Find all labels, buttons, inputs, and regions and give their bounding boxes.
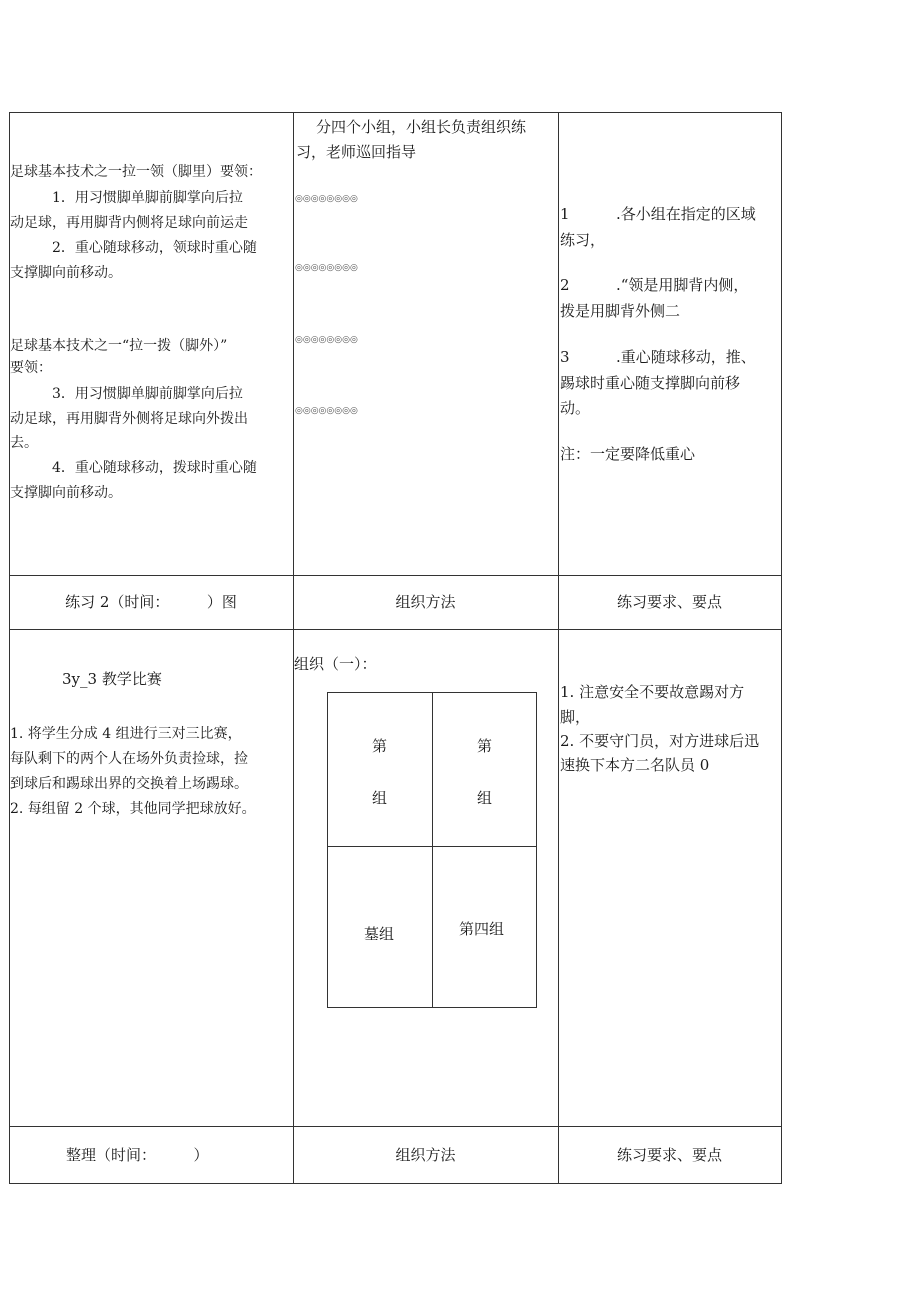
requirement-2a: .“领是用脚背内侧， (616, 276, 749, 294)
match-title: 3y_3 教学比赛 (62, 670, 162, 688)
row-divider-1 (9, 575, 782, 576)
technique-point-2b: 支撑脚向前移动。 (10, 265, 122, 281)
formation-marks-4: ◎◎◎◎◎◎◎◎ (295, 406, 358, 416)
match-rule-4: 2. 每组留 2 个球，其他同学把球放好。 (10, 801, 256, 817)
technique-point-1a: 1．用习惯脚单脚前脚掌向后拉 (52, 190, 243, 206)
technique-point-3c: 去。 (10, 435, 38, 451)
formation-marks-3: ◎◎◎◎◎◎◎◎ (295, 335, 358, 345)
requirement-2b: 拨是用脚背外侧二 (560, 302, 681, 320)
match-requirement-1: 1. 注意安全不要故意踢对方 (560, 683, 745, 701)
group-2-label-top: 第 (477, 737, 493, 755)
organization-line-1: 分四个小组，小组长负责组织练 (316, 118, 527, 136)
practice-requirements-header: 练习要求、要点 (616, 593, 722, 611)
requirement-3a: .重心随球移动，推、 (616, 348, 756, 366)
group-1-label-top: 第 (372, 737, 388, 755)
technique-title-2a: 足球基本技术之一“拉一拨（脚外）” (10, 338, 228, 354)
technique-point-4b: 支撑脚向前移动。 (10, 485, 122, 501)
requirement-1-number: 1 (560, 205, 570, 223)
technique-point-4a: 4．重心随球移动，拨球时重心随 (52, 460, 257, 476)
technique-point-3b: 动足球，再用脚背外侧将足球向外拨出 (10, 411, 248, 427)
match-requirement-1b: 脚， (560, 708, 591, 726)
cooldown-header: 整理（时间： ） (66, 1146, 209, 1164)
field-diagram-horizontal-divider (327, 846, 536, 847)
cooldown-organization-header: 组织方法 (395, 1146, 456, 1164)
requirement-3b: 踢球时重心随支撑脚向前移 (560, 374, 741, 392)
match-rule-2: 每队剩下的两个人在场外负责捡球，捡 (10, 751, 248, 767)
technique-title-1: 足球基本技术之一拉一领（脚里）要领： (10, 164, 262, 180)
group-3-label: 墓组 (364, 925, 395, 943)
match-requirement-2b: 速换下本方二名队员 0 (560, 756, 710, 774)
requirement-3c: 动。 (560, 399, 591, 417)
match-rule-1: 1. 将学生分成 4 组进行三对三比赛， (10, 726, 242, 742)
column-divider-2 (558, 112, 559, 1184)
requirement-1b: 练习， (560, 231, 606, 249)
table-border-bottom (9, 1183, 782, 1184)
formation-marks-1: ◎◎◎◎◎◎◎◎ (295, 194, 358, 204)
column-divider-1 (293, 112, 294, 1184)
group-2-label-bottom: 组 (477, 789, 493, 807)
organization-label: 组织（一）： (294, 655, 377, 673)
requirement-3-number: 3 (560, 348, 570, 366)
row-divider-2 (9, 629, 782, 630)
table-border-right (781, 112, 782, 1184)
cooldown-requirements-header: 练习要求、要点 (616, 1146, 722, 1164)
row-divider-3 (9, 1126, 782, 1127)
technique-point-2a: 2．重心随球移动，领球时重心随 (52, 240, 257, 256)
technique-point-3a: 3．用习惯脚单脚前脚掌向后拉 (52, 386, 243, 402)
match-rule-3: 到球后和踢球出界的交换着上场踢球。 (10, 776, 248, 792)
organization-line-2: 习，老师巡回指导 (296, 143, 417, 161)
technique-point-1b: 动足球，再用脚背内侧将足球向前运走 (10, 215, 248, 231)
requirement-1a: .各小组在指定的区域 (616, 205, 756, 223)
requirement-2-number: 2 (560, 276, 570, 294)
requirement-note: 注：一定要降低重心 (560, 445, 696, 463)
match-requirement-2: 2. 不要守门员，对方进球后迅 (560, 732, 760, 750)
organization-method-header: 组织方法 (395, 593, 456, 611)
table-border-top (9, 112, 782, 113)
group-4-label: 第四组 (459, 920, 505, 938)
technique-title-2b: 要领： (10, 360, 52, 376)
group-1-label-bottom: 组 (372, 789, 388, 807)
field-diagram-vertical-divider (432, 692, 433, 1007)
practice-2-header: 练习 2（时间： ）图 (65, 593, 237, 611)
formation-marks-2: ◎◎◎◎◎◎◎◎ (295, 263, 358, 273)
